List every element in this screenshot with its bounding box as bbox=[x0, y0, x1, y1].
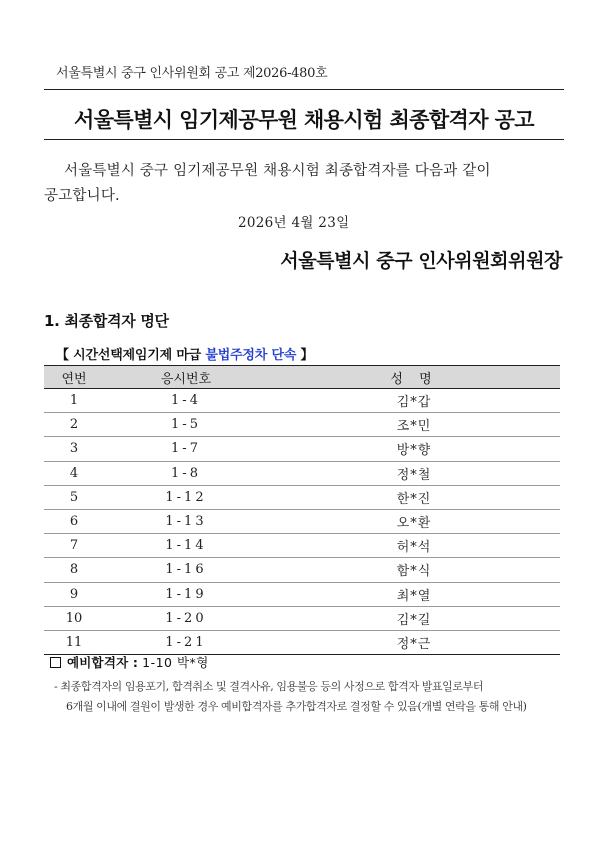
row-exam-number: 1-16 bbox=[104, 558, 268, 582]
row-number: 3 bbox=[44, 437, 104, 461]
table-row bbox=[44, 461, 560, 485]
row-number: 10 bbox=[44, 606, 104, 630]
checkbox-square-icon bbox=[50, 657, 61, 668]
row-name: 최*열 bbox=[268, 582, 560, 606]
successful-candidates-table bbox=[44, 365, 560, 655]
row-number: 5 bbox=[44, 485, 104, 509]
title-bottom-rule bbox=[44, 139, 564, 140]
row-number: 11 bbox=[44, 630, 104, 654]
reserve-note bbox=[54, 677, 566, 717]
row-number: 6 bbox=[44, 509, 104, 533]
row-name: 함*식 bbox=[268, 558, 560, 582]
reserve-label: 예비합격자 : bbox=[67, 655, 139, 670]
subheading-highlight: 불법주정차 단속 bbox=[205, 348, 297, 363]
row-exam-number: 1-21 bbox=[104, 630, 268, 654]
row-exam-number: 1-14 bbox=[104, 534, 268, 558]
title-top-rule bbox=[44, 89, 564, 90]
column-header-number: 연번 bbox=[44, 366, 104, 389]
signer: 서울특별시 중구 인사위원회위원장 bbox=[280, 250, 562, 272]
table-row bbox=[44, 534, 560, 558]
column-header-name: 성 명 bbox=[268, 366, 560, 389]
row-name: 정*철 bbox=[268, 461, 560, 485]
row-exam-number: 1-20 bbox=[104, 606, 268, 630]
intro-line-2: 공고합니다. bbox=[44, 188, 120, 204]
section-heading: 1. 최종합격자 명단 bbox=[44, 312, 169, 330]
row-number: 1 bbox=[44, 389, 104, 413]
intro-paragraph bbox=[44, 159, 564, 209]
note-line-1: - 최종합격자의 임용포기, 합격취소 및 결격사유, 임용불응 등의 사정으로 합격자 발표일로부터 bbox=[54, 680, 484, 693]
row-number: 2 bbox=[44, 413, 104, 437]
table-header-row bbox=[44, 366, 560, 389]
row-exam-number: 1-13 bbox=[104, 509, 268, 533]
row-exam-number: 1-12 bbox=[104, 485, 268, 509]
reserve-value: 1-10 박*형 bbox=[142, 655, 209, 670]
reserve-candidate bbox=[50, 653, 209, 671]
document-number: 서울특별시 중구 인사위원회 공고 제2026-480호 bbox=[56, 66, 328, 81]
row-number: 8 bbox=[44, 558, 104, 582]
row-exam-number: 1-19 bbox=[104, 582, 268, 606]
table-row bbox=[44, 389, 560, 413]
page-title: 서울특별시 임기제공무원 채용시험 최종합격자 공고 bbox=[74, 108, 534, 132]
row-exam-number: 1-4 bbox=[104, 389, 268, 413]
row-name: 방*향 bbox=[268, 437, 560, 461]
row-exam-number: 1-8 bbox=[104, 461, 268, 485]
row-name: 허*석 bbox=[268, 534, 560, 558]
row-exam-number: 1-7 bbox=[104, 437, 268, 461]
announcement-date: 2026년 4월 23일 bbox=[238, 215, 350, 231]
subheading-prefix: 【 시간선택제임기제 마급 bbox=[56, 348, 206, 363]
column-header-exam-number: 응시번호 bbox=[104, 366, 268, 389]
table-row bbox=[44, 582, 560, 606]
row-name: 조*민 bbox=[268, 413, 560, 437]
table-row bbox=[44, 413, 560, 437]
subheading-suffix: 】 bbox=[296, 348, 314, 363]
row-number: 4 bbox=[44, 461, 104, 485]
intro-line-1: 서울특별시 중구 임기제공무원 채용시험 최종합격자를 다음과 같이 bbox=[64, 163, 491, 179]
table-row bbox=[44, 437, 560, 461]
row-name: 김*갑 bbox=[268, 389, 560, 413]
row-name: 김*길 bbox=[268, 606, 560, 630]
row-name: 한*진 bbox=[268, 485, 560, 509]
table-row bbox=[44, 558, 560, 582]
row-number: 9 bbox=[44, 582, 104, 606]
table-row bbox=[44, 606, 560, 630]
row-name: 오*환 bbox=[268, 509, 560, 533]
note-line-2: 6개월 이내에 결원이 발생한 경우 예비합격자를 추가합격자로 결정할 수 있음(개별 연락을 통해 안내) bbox=[66, 700, 527, 713]
table-row bbox=[44, 509, 560, 533]
row-name: 정*근 bbox=[268, 630, 560, 654]
row-exam-number: 1-5 bbox=[104, 413, 268, 437]
table-row bbox=[44, 485, 560, 509]
position-subheading bbox=[56, 344, 313, 363]
row-number: 7 bbox=[44, 534, 104, 558]
table-row bbox=[44, 630, 560, 654]
